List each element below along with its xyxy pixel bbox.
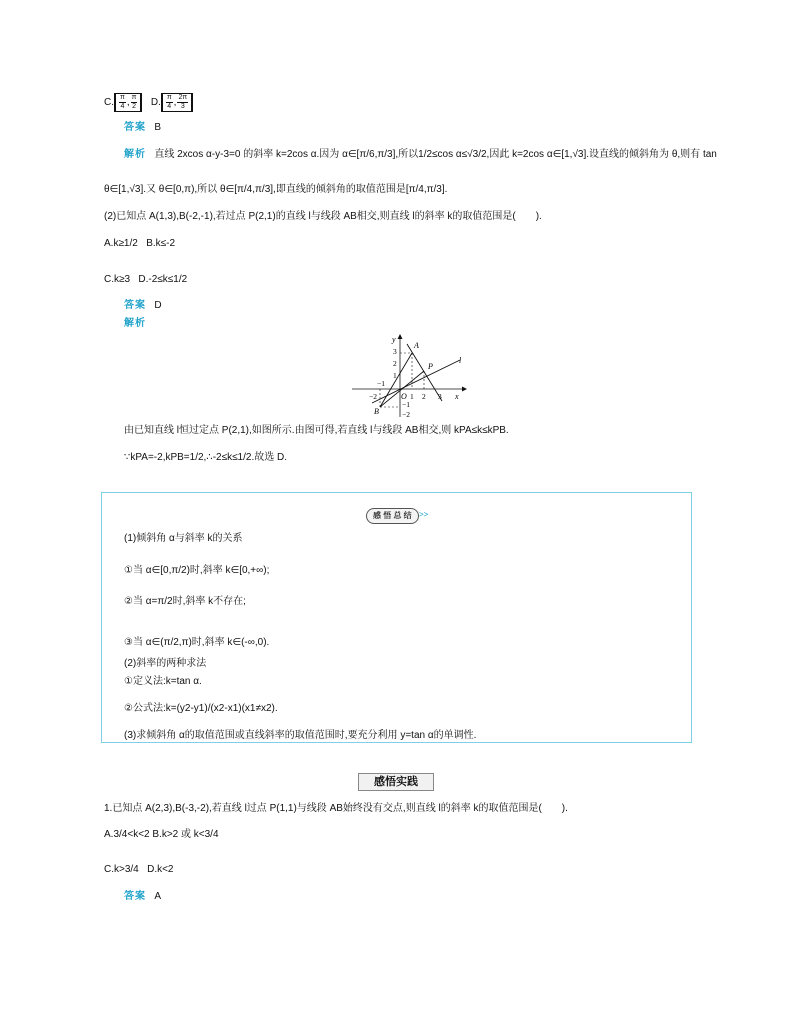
q2-analysis-label	[124, 317, 146, 331]
q2-options-ab	[104, 237, 175, 251]
y-axis-arrow	[398, 334, 403, 339]
tick-ym1: −1	[402, 400, 410, 409]
tick-ym2: −2	[402, 410, 410, 419]
summary-title2: (2)斜率的两种求法	[124, 658, 207, 669]
answer-value: B	[154, 122, 162, 133]
q1-answer	[124, 121, 161, 135]
tick-y2: 2	[393, 359, 397, 368]
q1-options-cd	[104, 93, 193, 112]
q2-option-b: B.k≤-2	[146, 238, 176, 249]
q2-option-c: C.k≥3	[104, 274, 131, 285]
q1-option-d-label: D.	[150, 97, 161, 109]
answer-value: D	[154, 300, 162, 311]
answer-label: 答案	[124, 300, 146, 311]
q1-option-c-label: C.	[104, 97, 114, 109]
q2-option-a: A.k≥1/2	[104, 238, 138, 249]
label-y: y	[392, 335, 396, 344]
answer-value: A	[154, 891, 162, 902]
summary-badge: 感 悟 总 结	[366, 508, 419, 524]
q2-explain-line1: 由已知直线 l恒过定点 P(2,1),如图所示.由图可得,若直线 l与线段 AB相交,则 kPA≤k≤kPB.	[124, 425, 509, 436]
practice-option-c: C.k>3/4	[104, 864, 139, 875]
tick-y1: 1	[393, 371, 397, 380]
q1-analysis-line2: θ∈[1,√3].又 θ∈[0,π),所以 θ∈[π/4,π/3],即直线的倾斜角的取值范围是[π/4,π/3].	[104, 184, 448, 195]
summary-item1: ①当 α∈[0,π/2)时,斜率 k∈[0,+∞);	[124, 565, 270, 576]
summary-item5: ②公式法:k=(y2-y1)/(x2-x1)(x1≠x2).	[124, 703, 278, 714]
practice-q1-stem: 1.已知点 A(2,3),B(-3,-2),若直线 l过点 P(1,1)与线段 AB始终没有交点,则直线 l的斜率 k的取值范围是( ).	[104, 803, 568, 814]
practice-options-cd	[104, 863, 174, 877]
q1-option-c-interval: $\frac{\pi}{4}$ , $\frac{\pi}{2}$	[114, 93, 142, 112]
analysis-label: 解析	[124, 318, 146, 329]
label-o: O	[401, 392, 407, 401]
analysis-label: 解析	[124, 149, 146, 160]
q2-explain-line2: ∵kPA=-2,kPB=1/2,∴-2≤k≤1/2.故选 D.	[124, 452, 288, 463]
label-l: l	[459, 356, 462, 365]
summary-title3: (3)求倾斜角 α的取值范围或直线斜率的取值范围时,要充分利用 y=tan α的单调性.	[124, 730, 477, 741]
practice-option-b: B.k>2 或 k<3/4	[152, 829, 219, 840]
q2-answer	[124, 299, 162, 313]
q2-option-d: D.-2≤k≤1/2	[138, 274, 188, 285]
summary-title1: (1)倾斜角 α与斜率 k的关系	[124, 533, 243, 544]
practice-answer	[124, 890, 161, 904]
tick-y3: 3	[393, 347, 397, 356]
practice-options-ab	[104, 828, 219, 842]
practice-section-title: 感悟实践	[358, 773, 434, 791]
coordinate-graph	[350, 333, 470, 419]
summary-item2: ②当 α=π/2时,斜率 k不存在;	[124, 596, 246, 607]
tick-x2: 2	[422, 392, 426, 401]
label-b: B	[374, 407, 379, 416]
x-axis-arrow	[462, 387, 467, 392]
practice-option-a: A.3/4<k<2	[104, 829, 150, 840]
summary-item4: ①定义法:k=tan α.	[124, 676, 202, 687]
label-a: A	[414, 341, 419, 350]
q2-options-cd	[104, 273, 187, 287]
tick-xm2: −2	[369, 392, 377, 401]
tick-x3: 3	[438, 392, 442, 401]
tick-xm1: −1	[377, 379, 385, 388]
q1-option-d-interval: $\frac{\pi}{4}$ , $\frac{2\pi}{3}$	[161, 93, 193, 112]
analysis-text: 直线 2xcos α-y-3=0 的斜率 k=2cos α.因为 α∈[π/6,π/3],所以1/2≤cos α≤√3/2,因此 k=2cos α∈[1,√3].设直线的倾斜角为 θ,则有 tan	[154, 149, 717, 160]
label-p: P	[428, 362, 433, 371]
answer-label: 答案	[124, 122, 146, 133]
answer-label: 答案	[124, 891, 146, 902]
q1-analysis-line1	[124, 148, 717, 162]
tick-x1: 1	[410, 392, 414, 401]
label-x: x	[455, 392, 459, 401]
summary-badge-arrow: >>	[419, 510, 429, 519]
line-l	[372, 360, 460, 403]
practice-option-d: D.k<2	[147, 864, 174, 875]
q2-stem: (2)已知点 A(1,3),B(-2,-1),若过点 P(2,1)的直线 l与线段 AB相交,则直线 l的斜率 k的取值范围是( ).	[104, 211, 542, 222]
summary-item3: ③当 α∈(π/2,π)时,斜率 k∈(-∞,0).	[124, 637, 270, 648]
